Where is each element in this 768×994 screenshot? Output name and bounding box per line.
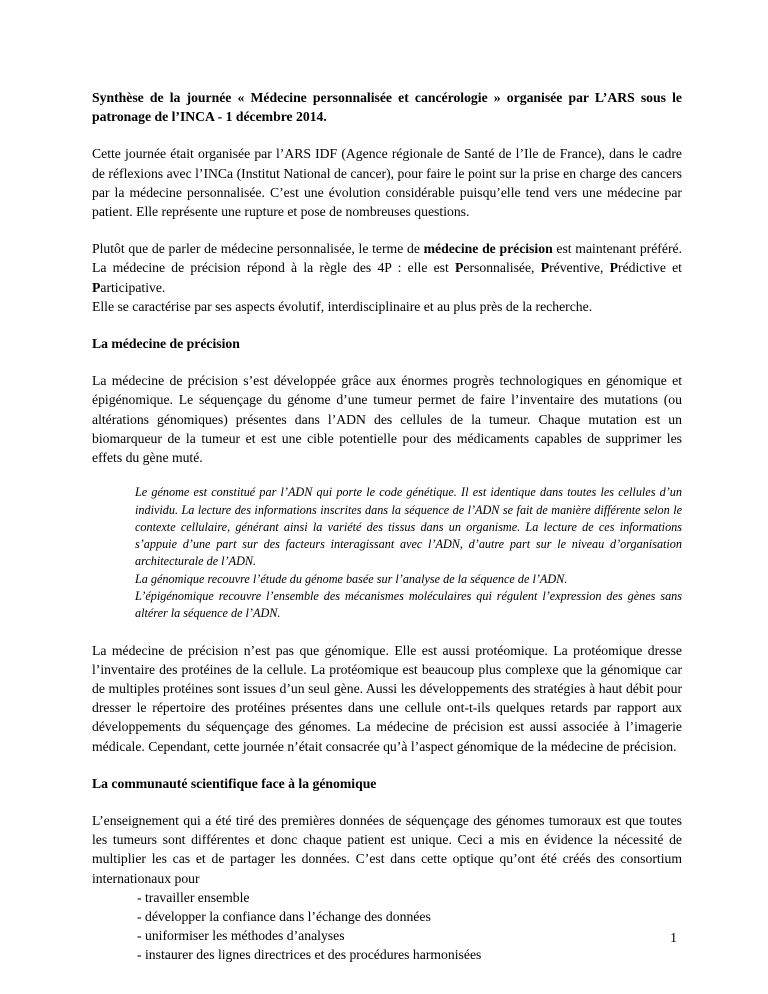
quote-epigenomique: L’épigénomique recouvre l’ensemble des mécanismes moléculaires qui régulent l’expression des gènes sans altérer la séquence de l’ADN. [135, 589, 682, 621]
quote-genome: Le génome est constitué par l’ADN qui porte le code génétique. Il est identique dans toutes les cellules d’un individu. La lecture des informations inscrites dans la séquence de l’ADN se fait de manière différente selon le contexte cellulaire, générant ainsi la variété des tissus dans un organisme. La lecture de ces informations s’appuie d’une part sur des facteurs interagissant avec l’ADN, d’autre part sur le niveau d’organisation architecturale de l’ADN. [135, 485, 682, 569]
precision-paragraph [92, 239, 682, 297]
section1-paragraph2: La médecine de précision n’est pas que génomique. Elle est aussi protéomique. La protéomique dresse l’inventaire des protéines de la cellule. La protéomique est beaucoup plus complexe que la génomique car de multiples protéines sont issues d’un seul gène. Aussi les développements des stratégies à haut débit pour dresser le répertoire des protéines présentes dans une cellule ont-t-ils quelques retards par rapport aux développements du séquençage des génomes. La médecine de précision est aussi associée à l’imagerie médicale. Cependant, cette journée n’était consacrée qu’à l’aspect génomique de la médecine de précision. [92, 642, 682, 754]
consortium-list [137, 888, 682, 965]
p-word: articipative. [100, 279, 166, 295]
list-item: - uniformiser les méthodes d’analyses [137, 928, 345, 944]
section-heading-precision: La médecine de précision [92, 336, 240, 352]
list-item: - développer la confiance dans l’échange des données [137, 909, 431, 925]
document-page [92, 88, 682, 965]
p-word: rédictive et [618, 260, 682, 276]
list-item: - travailler ensemble [137, 889, 250, 905]
page-number: 1 [670, 930, 677, 945]
p-letter: P [455, 260, 464, 276]
section1-paragraph: La médecine de précision s’est développée grâce aux énormes progrès technologiques en génomique et épigénomique. Le séquençage du génome d’une tumeur permet de faire l’inventaire des mutations (ou altérations génomiques) présentes dans l’ADN des cellules de la tumeur. Chaque mutation est un biomarqueur de la tumeur et est une cible potentielle pour des médicaments capables de supprimer les effets du gène muté. [92, 373, 682, 466]
section2-paragraph: L’enseignement qui a été tiré des premières données de séquençage des génomes tumoraux est que toutes les tumeurs sont différentes et donc chaque patient est unique. Ceci a mis en évidence la nécessité de multiplier les cas et de partager les données. C’est dans cette optique qu’ont été créés des consortium internationaux pour [92, 813, 682, 886]
precision-text-before: Plutôt que de parler de médecine personnalisée, le terme de [92, 241, 424, 257]
intro-paragraph: Cette journée était organisée par l’ARS IDF (Agence régionale de Santé de l’Ile de France), dans le cadre de réflexions avec l’INCa (Institut National de cancer), pour faire le point sur la prise en charge des cancers par la médecine personnalisée. C’est une évolution considérable puisqu’elle tend vers une médecine par patient. Elle représente une rupture et pose de nombreuses questions. [92, 146, 682, 220]
document-title: Synthèse de la journée « Médecine personnalisée et cancérologie » organisée par L’ARS sous le patronage de l’INCA - 1 décembre 2014. [92, 90, 682, 125]
quote-genomique: La génomique recouvre l’étude du génome basée sur l’analyse de la séquence de l’ADN. [135, 571, 568, 586]
list-item: - instaurer des lignes directrices et des procédures harmonisées [137, 947, 482, 963]
precision-term: médecine de précision [423, 241, 553, 257]
p-letter: P [609, 260, 619, 276]
section-heading-community: La communauté scientifique face à la génomique [92, 775, 377, 791]
p-word: réventive, [549, 260, 604, 276]
p-letter: P [540, 260, 550, 276]
precision-line2: Elle se caractérise par ses aspects évolutif, interdisciplinaire et au plus près de la recherche. [92, 298, 593, 314]
p-letter: P [92, 279, 101, 295]
precision-text-after: est maintenant préféré. La médecine de précision répond à la règle des 4P : elle est [92, 241, 682, 276]
definition-quote [135, 484, 682, 622]
p-word: ersonnalisée, [463, 260, 535, 276]
